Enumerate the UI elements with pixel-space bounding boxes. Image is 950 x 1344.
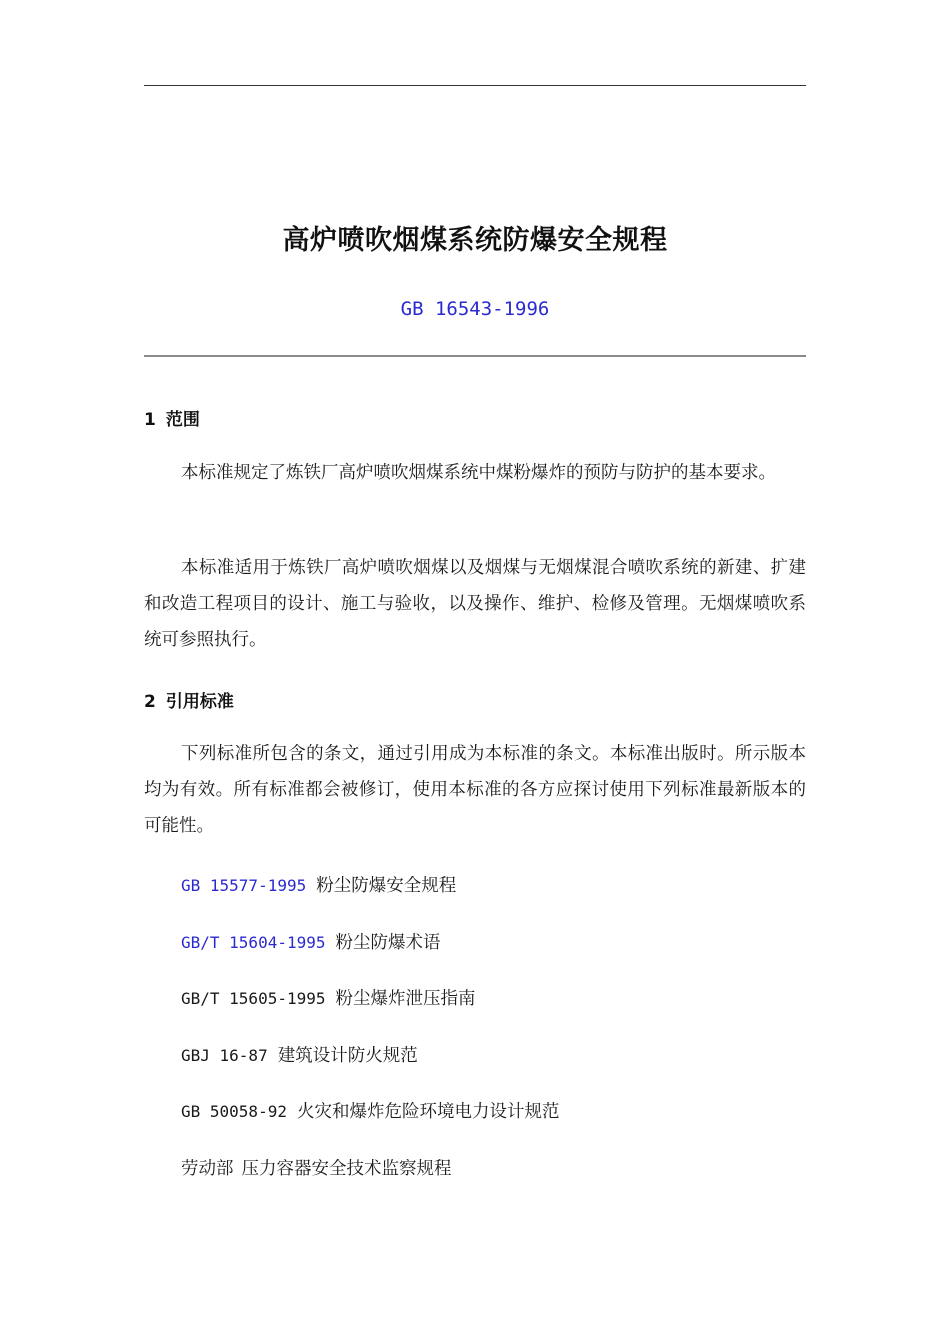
section-title: 引用标准 — [165, 692, 234, 712]
reference-item — [181, 987, 476, 1011]
reference-item — [181, 1157, 452, 1181]
header-divider — [144, 355, 806, 357]
standard-number-link[interactable]: GB 16543-1996 — [400, 298, 550, 320]
scope-paragraph-2: 本标准适用于炼铁厂高炉喷吹烟煤以及烟煤与无烟煤混合喷吹系统的新建、扩建和改造工程项目的设计、施工与验收，以及操作、维护、检修及管理。无烟煤喷吹系统可参照执行。 — [144, 558, 806, 650]
reference-item — [181, 1100, 559, 1124]
references-intro-paragraph: 下列标准所包含的条文，通过引用成为本标准的条文。本标准出版时。所示版本均为有效。所有标准都会被修订，使用本标准的各方应探讨使用下列标准最新版本的可能性。 — [144, 744, 806, 836]
reference-name: 压力容器安全技术监察规程 — [241, 1159, 452, 1179]
reference-item — [181, 931, 441, 955]
scope-paragraph-1: 本标准规定了炼铁厂高炉喷吹烟煤系统中煤粉爆炸的预防与防护的基本要求。 — [181, 463, 776, 483]
reference-item — [181, 874, 456, 898]
reference-code-link[interactable]: GB/T 15604-1995 — [181, 933, 326, 952]
top-rule — [144, 85, 806, 86]
reference-name: 粉尘爆炸泄压指南 — [335, 989, 476, 1009]
reference-code-link[interactable]: GB 15577-1995 — [181, 876, 307, 895]
reference-name: 建筑设计防火规范 — [277, 1046, 418, 1066]
section-heading-references — [144, 687, 234, 712]
document-title: 高炉喷吹烟煤系统防爆安全规程 — [282, 225, 668, 256]
reference-name: 火灾和爆炸危险环境电力设计规范 — [296, 1102, 560, 1122]
reference-code: GBJ 16-87 — [181, 1046, 268, 1065]
reference-item — [181, 1044, 418, 1068]
reference-code: GB/T 15605-1995 — [181, 989, 326, 1008]
reference-name: 粉尘防爆安全规程 — [316, 876, 457, 896]
reference-name: 粉尘防爆术语 — [335, 933, 441, 953]
section-title: 范围 — [165, 410, 200, 430]
section-heading-scope — [144, 405, 200, 430]
section-number: 1 — [144, 410, 156, 430]
reference-issuer: 劳动部 — [181, 1159, 234, 1179]
section-number: 2 — [144, 692, 156, 712]
reference-code: GB 50058-92 — [181, 1102, 287, 1121]
